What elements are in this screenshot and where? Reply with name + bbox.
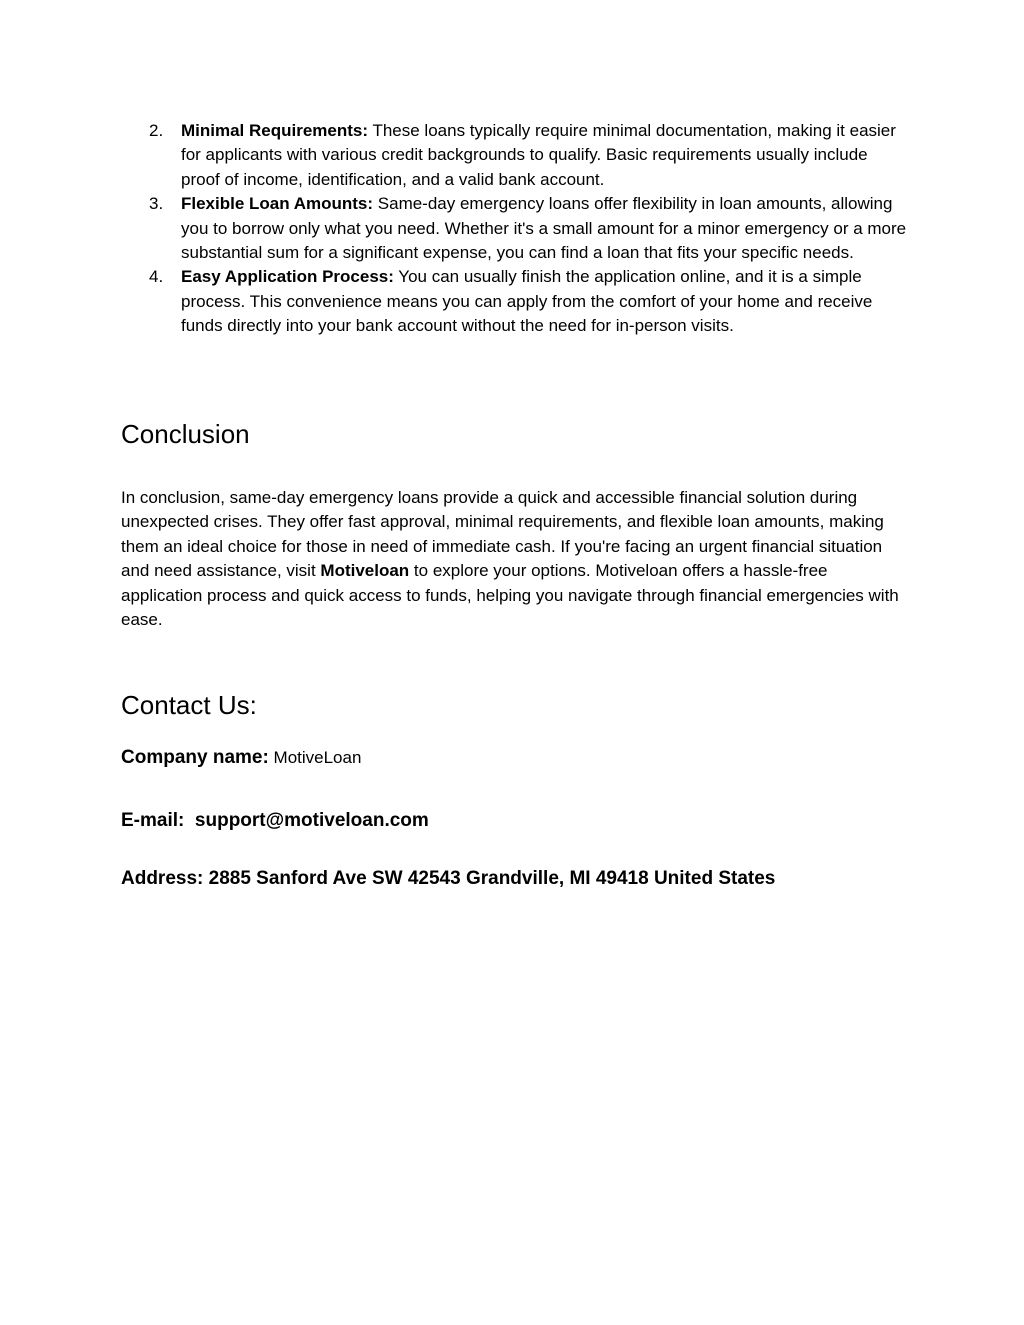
company-name-line (121, 746, 361, 770)
list-item-title: Flexible Loan Amounts: (181, 194, 374, 214)
benefits-list (121, 119, 911, 339)
conclusion-text-before: In conclusion, same-day emergency loans provide a quick and accessible financial solution during unexpected crises. They offer fast approval, minimal requirements, and flexible loan amounts, making them an ideal choice for those in need of immediate cash. If you're facing an urgent financial situation and need assistance, visit (121, 488, 884, 581)
contact-heading: Contact Us: (121, 690, 257, 720)
conclusion-text-after: to explore your options. Motiveloan offers a hassle-free application process and quick access to funds, helping you navigate through financial emergencies with ease. (121, 561, 899, 630)
conclusion-paragraph (121, 486, 901, 632)
company-name-value: MotiveLoan (268, 748, 362, 767)
list-item (121, 265, 911, 338)
email-line (121, 809, 429, 833)
list-item (121, 192, 911, 265)
list-item-text: Same-day emergency loans offer flexibility in loan amounts, allowing you to borrow only what you need. Whether it's a small amount for a minor emergency or a more substantial sum for a significant expense, you can find a loan that fits your specific needs. (181, 194, 907, 263)
list-item-title: Minimal Requirements: (181, 121, 369, 140)
address-label: Address: (121, 868, 204, 889)
list-item-number: 3. (149, 194, 164, 214)
email-label: E-mail: (121, 810, 185, 831)
list-item-title: Easy Application Process: (181, 267, 394, 287)
conclusion-heading: Conclusion (121, 419, 250, 449)
list-item-number: 2. (149, 121, 164, 140)
brand-name: Motiveloan (320, 561, 410, 581)
company-name-label: Company name: (121, 747, 269, 768)
list-item-number: 4. (149, 267, 164, 287)
address-value: 2885 Sanford Ave SW 42543 Grandville, MI 49418 United States (208, 868, 776, 889)
list-item (121, 119, 911, 192)
address-line (121, 867, 775, 891)
email-value: support@motiveloan.com (194, 810, 429, 831)
list-item-text: You can usually finish the application online, and it is a simple process. This convenience means you can apply from the comfort of your home and receive funds directly into your bank account without the need for in-person visits. (181, 267, 873, 336)
list-item-text: These loans typically require minimal documentation, making it easier for applicants with various credit backgrounds to qualify. Basic requirements usually include proof of income, identification, and a valid bank account. (181, 121, 896, 189)
